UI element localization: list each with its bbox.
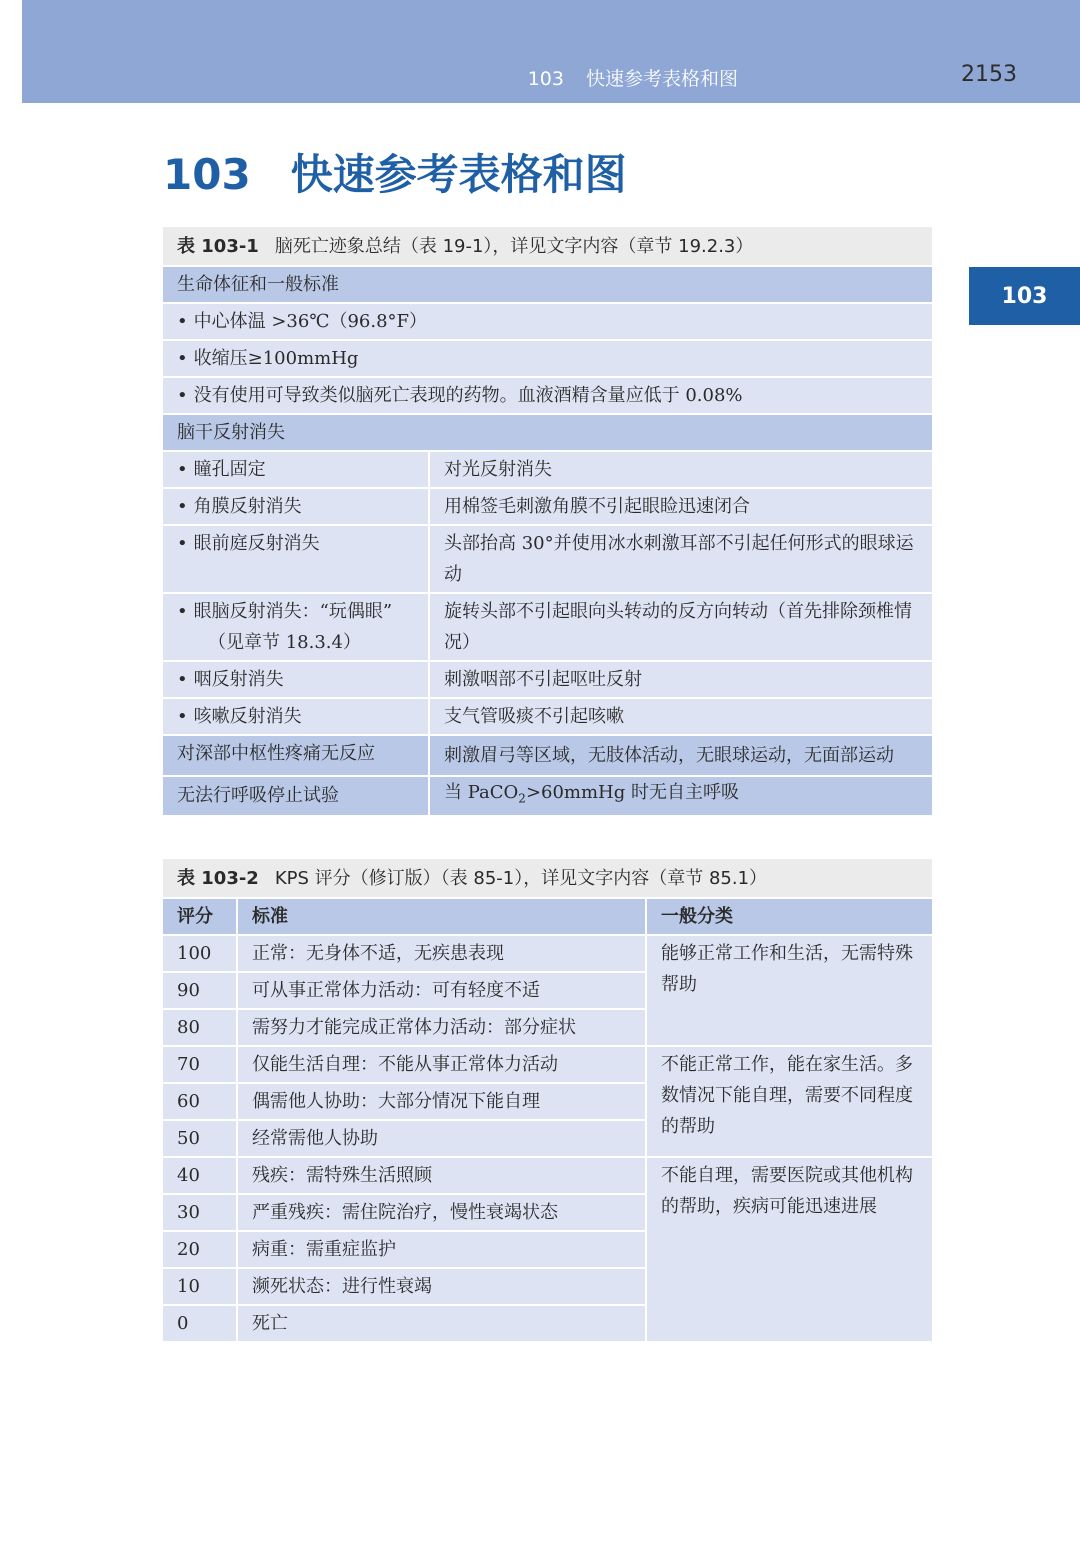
column-header-category: 一般分类	[646, 898, 932, 935]
score-cell: 40	[163, 1157, 237, 1194]
table-caption-text: 脑死亡迹象总结（表 19-1），详见文字内容（章节 19.2.3）	[274, 235, 754, 257]
page-title	[163, 142, 627, 202]
criteria-cell: 残疾：需特殊生活照顾	[237, 1157, 646, 1194]
brain-death-table	[163, 227, 932, 815]
criteria-cell: 偶需他人协助：大部分情况下能自理	[237, 1083, 646, 1120]
table-row	[163, 488, 932, 525]
criteria-cell: 死亡	[237, 1305, 646, 1341]
column-header-score: 评分	[163, 898, 237, 935]
apnea-desc-pre: 当 PaCO	[444, 782, 519, 803]
section-header	[163, 266, 932, 303]
running-head	[528, 64, 738, 91]
reflex-name: • 角膜反射消失	[177, 496, 302, 517]
score-cell: 80	[163, 1009, 237, 1046]
score-cell: 90	[163, 972, 237, 1009]
kps-table	[163, 859, 932, 1341]
section-brainstem: 脑干反射消失	[163, 414, 932, 451]
table-row	[163, 377, 932, 414]
apnea-desc-sub: 2	[518, 791, 526, 806]
score-cell: 0	[163, 1305, 237, 1341]
list-item: • 没有使用可导致类似脑死亡表现的药物。血液酒精含量应低于 0.08%	[177, 385, 743, 406]
column-header-criteria: 标准	[237, 898, 646, 935]
criteria-cell: 严重残疾：需住院治疗，慢性衰竭状态	[237, 1194, 646, 1231]
table-row	[163, 1157, 932, 1194]
chapter-number: 103	[163, 150, 251, 199]
section-row-apnea	[163, 776, 932, 815]
apnea-desc	[429, 776, 932, 815]
table-row	[163, 593, 932, 661]
table-caption-text: KPS 评分（修订版）（表 85-1），详见文字内容（章节 85.1）	[274, 867, 768, 889]
reflex-name: • 瞳孔固定	[177, 459, 266, 480]
table-row	[163, 525, 932, 593]
reflex-desc: 头部抬高 30°并使用冰水刺激耳部不引起任何形式的眼球运动	[429, 525, 932, 593]
criteria-cell: 需努力才能完成正常体力活动：部分症状	[237, 1009, 646, 1046]
running-head-chapter-title: 快速参考表格和图	[585, 68, 738, 90]
table-row	[163, 1046, 932, 1083]
criteria-cell: 正常：无身体不适，无疾患表现	[237, 935, 646, 972]
table-row	[163, 698, 932, 735]
table-row	[163, 340, 932, 377]
score-cell: 20	[163, 1231, 237, 1268]
criteria-cell: 经常需他人协助	[237, 1120, 646, 1157]
score-cell: 100	[163, 935, 237, 972]
reflex-name-ref: （见章节 18.3.4）	[208, 632, 361, 653]
table-row	[163, 303, 932, 340]
reflex-name: • 咳嗽反射消失	[177, 706, 302, 727]
score-cell: 50	[163, 1120, 237, 1157]
table-row	[163, 935, 932, 972]
chapter-thumb-tab: 103	[969, 267, 1080, 325]
score-cell: 70	[163, 1046, 237, 1083]
apnea-desc-post: >60mmHg 时无自主呼吸	[525, 782, 740, 803]
apnea-label: 无法行呼吸停止试验	[163, 776, 429, 815]
reflex-name: • 眼脑反射消失：“玩偶眼”	[177, 601, 392, 622]
category-cell: 不能正常工作，能在家生活。多数情况下能自理，需要不同程度的帮助	[646, 1046, 932, 1157]
list-item: • 中心体温 >36℃（96.8°F）	[177, 311, 427, 332]
table-number: 表 103-2	[177, 867, 259, 889]
chapter-title-text: 快速参考表格和图	[290, 150, 627, 199]
table-header-row	[163, 898, 932, 935]
table-caption	[163, 859, 932, 898]
score-cell: 30	[163, 1194, 237, 1231]
pain-desc: 刺激眉弓等区域，无肢体活动，无眼球运动，无面部运动	[429, 735, 932, 776]
category-cell: 能够正常工作和生活，无需特殊帮助	[646, 935, 932, 1046]
section-vital-signs: 生命体征和一般标准	[163, 266, 932, 303]
score-cell: 10	[163, 1268, 237, 1305]
reflex-desc: 用棉签毛刺激角膜不引起眼睑迅速闭合	[429, 488, 932, 525]
list-item: • 收缩压≥100mmHg	[177, 348, 358, 369]
reflex-desc: 刺激咽部不引起呕吐反射	[429, 661, 932, 698]
score-cell: 60	[163, 1083, 237, 1120]
reflex-desc: 旋转头部不引起眼向头转动的反方向转动（首先排除颈椎情况）	[429, 593, 932, 661]
table-row	[163, 661, 932, 698]
criteria-cell: 仅能生活自理：不能从事正常体力活动	[237, 1046, 646, 1083]
reflex-name: • 眼前庭反射消失	[177, 533, 320, 554]
table-number: 表 103-1	[177, 235, 259, 257]
reflex-desc: 支气管吸痰不引起咳嗽	[429, 698, 932, 735]
table-caption	[163, 227, 932, 266]
section-row-pain	[163, 735, 932, 776]
category-cell: 不能自理，需要医院或其他机构的帮助，疾病可能迅速进展	[646, 1157, 932, 1341]
pain-label: 对深部中枢性疼痛无反应	[163, 735, 429, 776]
reflex-desc: 对光反射消失	[429, 451, 932, 488]
criteria-cell: 可从事正常体力活动：可有轻度不适	[237, 972, 646, 1009]
running-head-chapter-number: 103	[527, 68, 564, 90]
page-number: 2153	[961, 62, 1017, 87]
reflex-name: • 咽反射消失	[177, 669, 284, 690]
criteria-cell: 病重：需重症监护	[237, 1231, 646, 1268]
table-row	[163, 451, 932, 488]
criteria-cell: 濒死状态：进行性衰竭	[237, 1268, 646, 1305]
section-header	[163, 414, 932, 451]
